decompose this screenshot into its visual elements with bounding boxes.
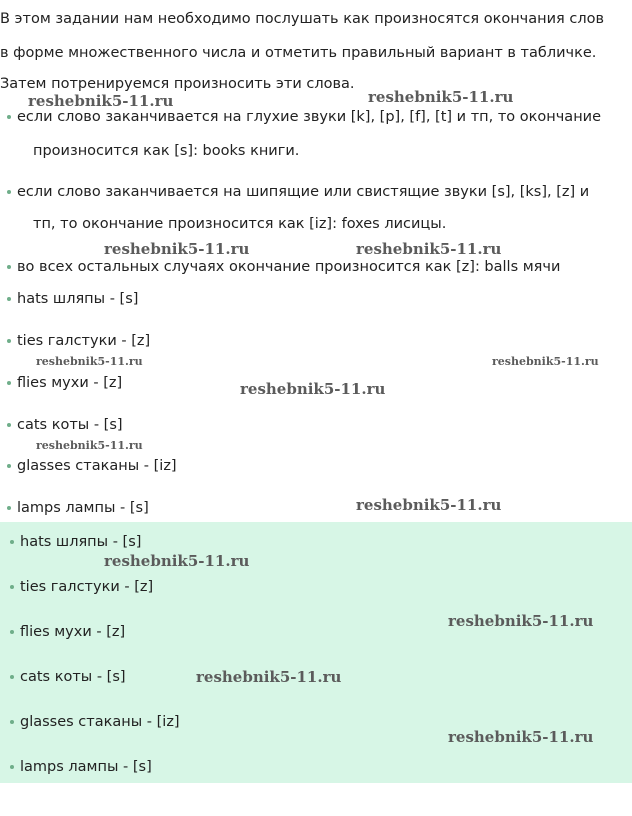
- bullet-icon: [7, 381, 11, 385]
- bullet-icon: [7, 506, 11, 510]
- rule-text-continued: произносится как [s]: books книги.: [33, 143, 300, 159]
- rule-text: если слово заканчивается на шипящие или свистящие звуки [s], [ks], [z] и: [17, 184, 590, 200]
- answer-item: [17, 332, 150, 350]
- practice-item: [20, 533, 141, 551]
- intro-line-3: Затем потренируемся произносить эти слова.: [0, 76, 355, 92]
- intro-line-1: В этом задании нам необходимо послушать как произносятся окончания слов: [0, 11, 605, 27]
- bullet-icon: [10, 765, 14, 769]
- rule-text: если слово заканчивается на глухие звуки [k], [p], [f], [t] и тп, то окончание: [17, 109, 602, 125]
- watermark: reshebnik5-11.ru: [104, 552, 250, 570]
- bullet-icon: [7, 190, 11, 194]
- intro-line-2: в форме множественного числа и отметить правильный вариант в табличке.: [0, 45, 597, 61]
- answer-item: [17, 416, 123, 434]
- rule-item-voiceless: [17, 108, 601, 126]
- rule-text: во всех остальных случаях окончание произносится как [z]: balls мячи: [17, 259, 561, 275]
- answer-item: [17, 374, 122, 392]
- practice-text: lamps лампы - [s]: [20, 759, 152, 775]
- practice-text: glasses стаканы - [iz]: [20, 714, 180, 730]
- answer-text: hats шляпы - [s]: [17, 291, 139, 307]
- watermark: reshebnik5-11.ru: [240, 380, 386, 398]
- bullet-icon: [7, 297, 11, 301]
- rule-item-other: [17, 258, 560, 276]
- answer-text: flies мухи - [z]: [17, 375, 123, 391]
- answer-text: ties галстуки - [z]: [17, 333, 151, 349]
- watermark: reshebnik5-11.ru: [36, 439, 143, 452]
- rule-text-continued: тп, то окончание произносится как [iz]: foxes лисицы.: [33, 216, 447, 232]
- watermark: reshebnik5-11.ru: [492, 355, 599, 368]
- practice-text: hats шляпы - [s]: [20, 534, 142, 550]
- bullet-icon: [7, 464, 11, 468]
- practice-text: cats коты - [s]: [20, 669, 126, 685]
- answer-text: lamps лампы - [s]: [17, 500, 149, 516]
- answer-item: [17, 290, 138, 308]
- bullet-icon: [10, 585, 14, 589]
- watermark: reshebnik5-11.ru: [448, 728, 594, 746]
- bullet-icon: [10, 540, 14, 544]
- watermark: reshebnik5-11.ru: [196, 668, 342, 686]
- practice-item: [20, 668, 126, 686]
- answer-item: [17, 499, 149, 517]
- watermark: reshebnik5-11.ru: [104, 240, 250, 258]
- answer-item: [17, 457, 177, 475]
- practice-text: flies мухи - [z]: [20, 624, 126, 640]
- practice-item: [20, 713, 180, 731]
- bullet-icon: [7, 423, 11, 427]
- watermark: reshebnik5-11.ru: [448, 612, 594, 630]
- practice-item: [20, 758, 152, 776]
- watermark: reshebnik5-11.ru: [368, 88, 514, 106]
- practice-item: [20, 623, 125, 641]
- bullet-icon: [10, 675, 14, 679]
- bullet-icon: [7, 339, 11, 343]
- watermark: reshebnik5-11.ru: [356, 240, 502, 258]
- bullet-icon: [10, 630, 14, 634]
- watermark: reshebnik5-11.ru: [28, 92, 174, 110]
- practice-item: [20, 578, 153, 596]
- practice-text: ties галстуки - [z]: [20, 579, 154, 595]
- bullet-icon: [7, 265, 11, 269]
- watermark: reshebnik5-11.ru: [36, 355, 143, 368]
- bullet-icon: [10, 720, 14, 724]
- bullet-icon: [7, 115, 11, 119]
- answer-text: glasses стаканы - [iz]: [17, 458, 177, 474]
- watermark: reshebnik5-11.ru: [356, 496, 502, 514]
- rule-item-sibilant: [17, 183, 589, 201]
- answer-text: cats коты - [s]: [17, 417, 123, 433]
